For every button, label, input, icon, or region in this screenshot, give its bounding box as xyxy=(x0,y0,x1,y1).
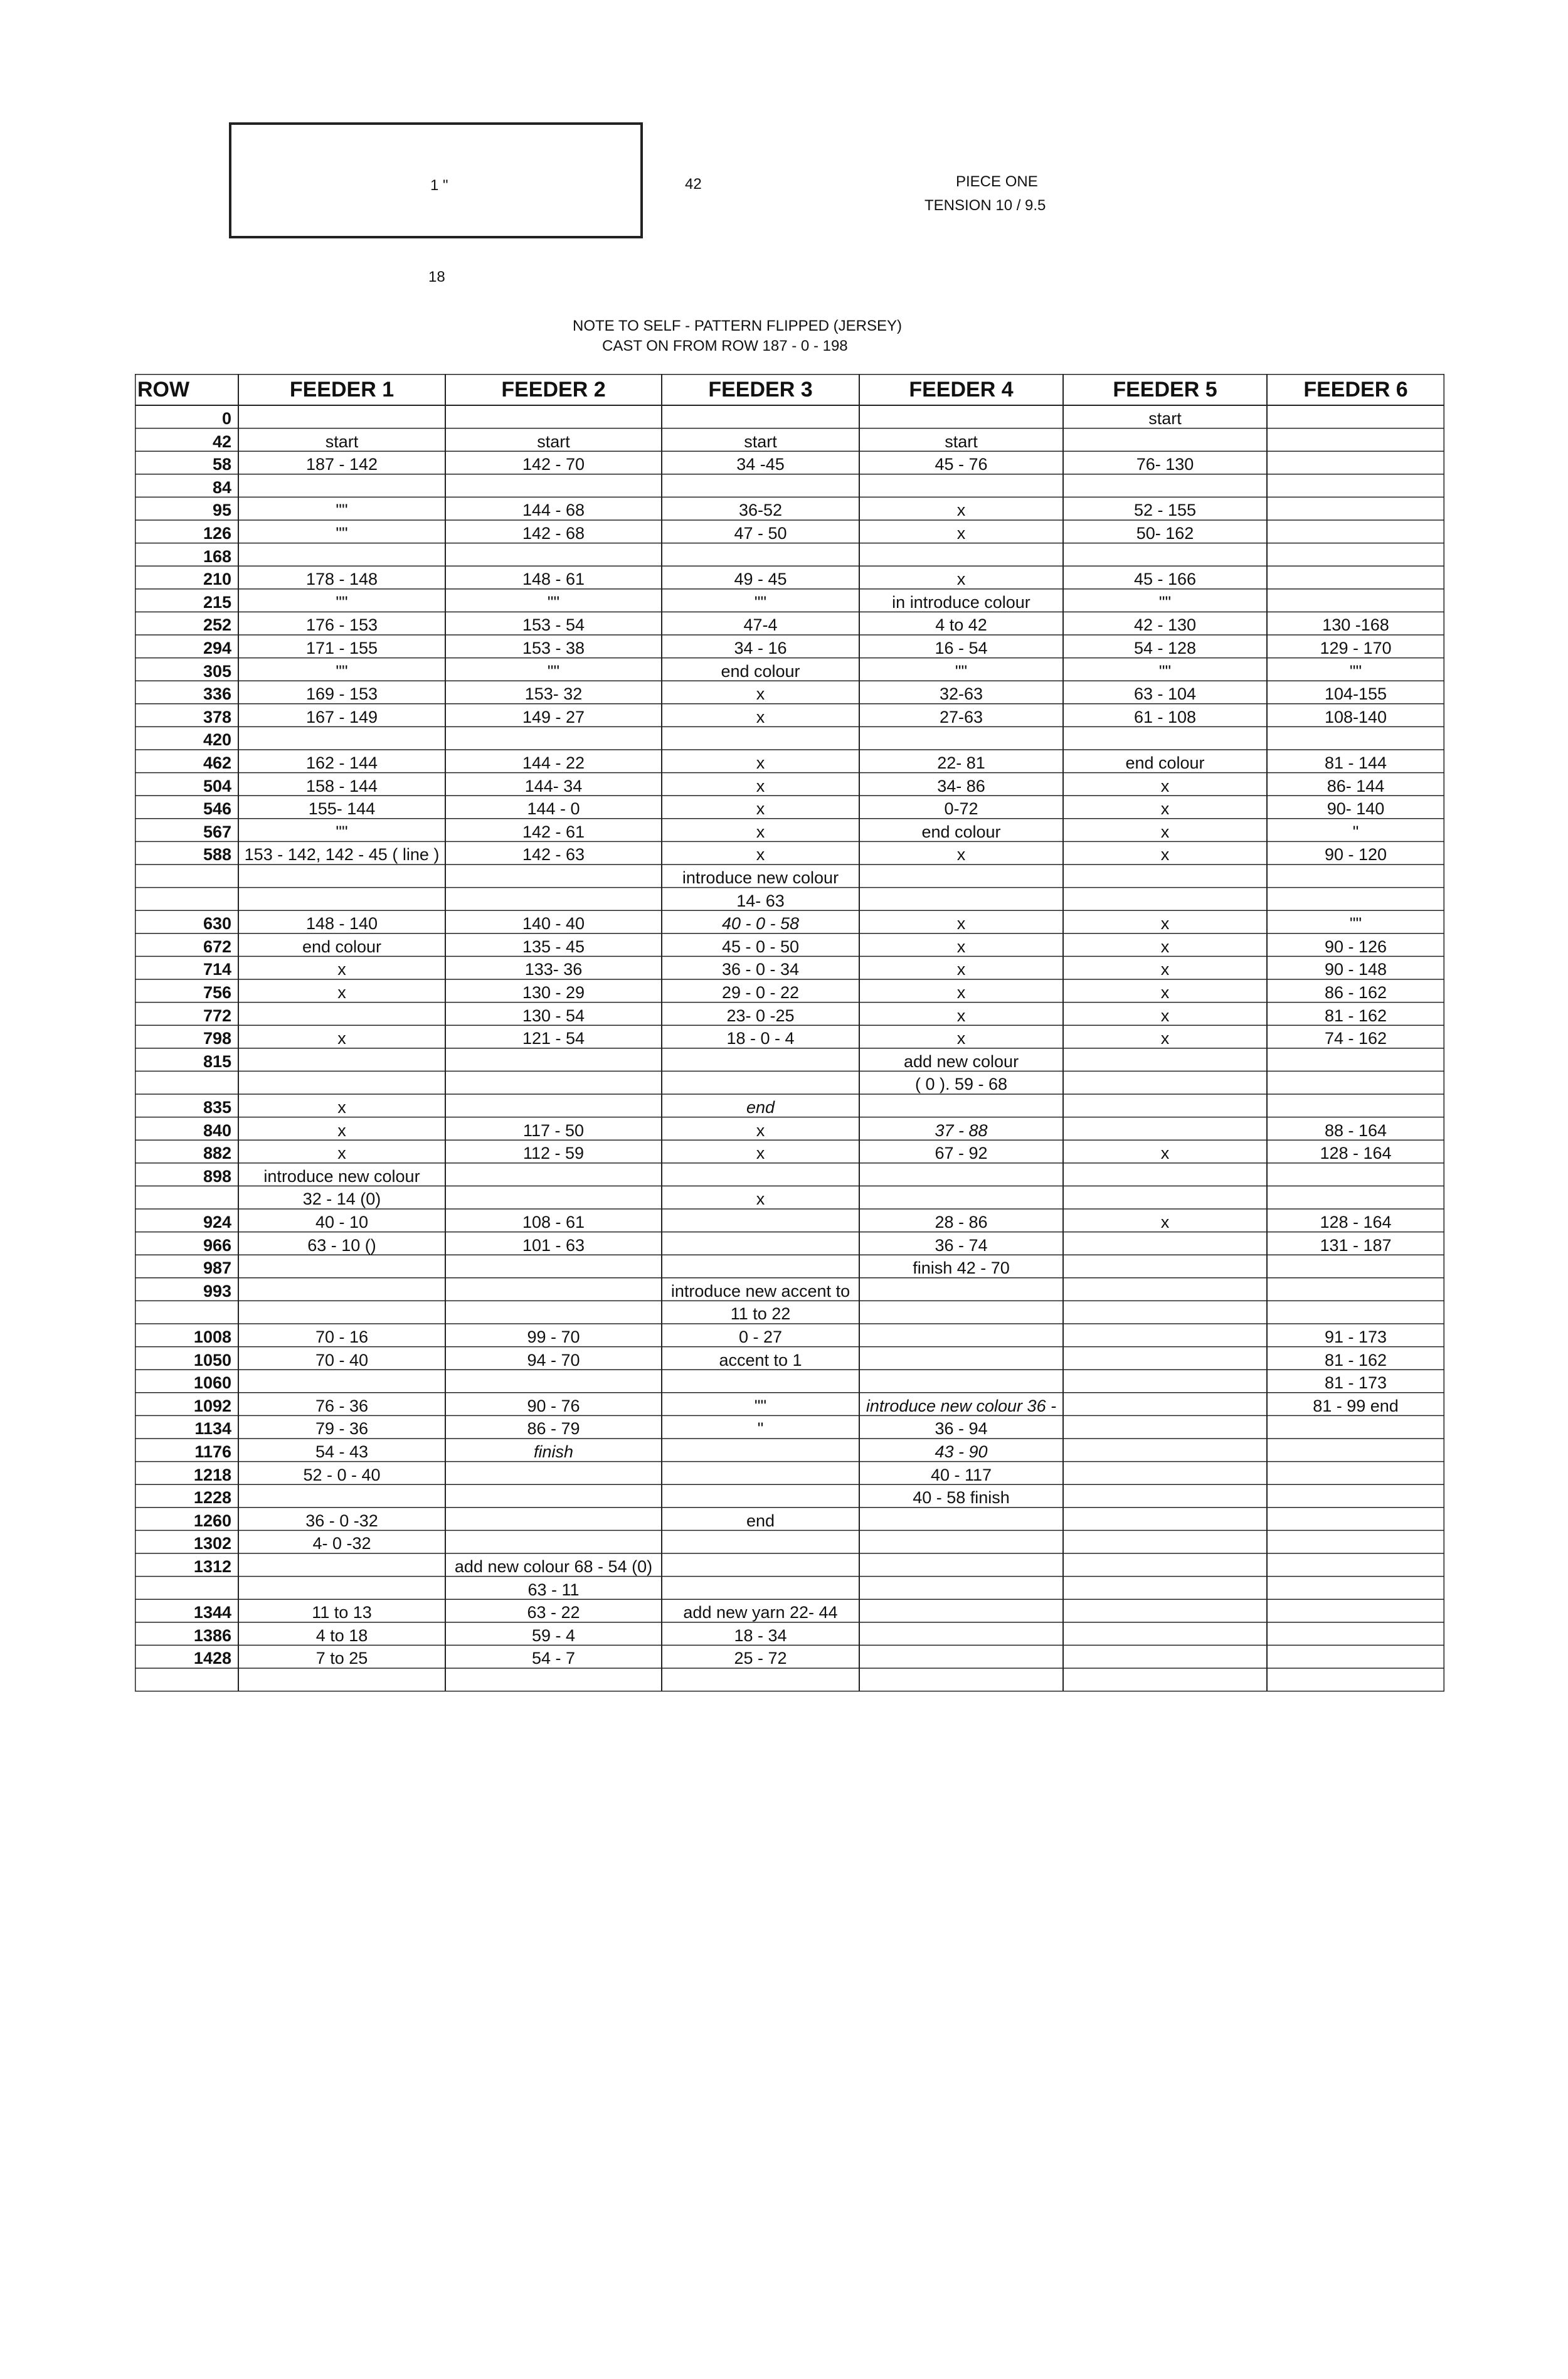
cell-feeder-5: x xyxy=(1160,845,1170,865)
cell-feeder-4: x xyxy=(956,845,966,865)
cell-feeder-6: 128 - 164 xyxy=(1320,1213,1392,1232)
cell-feeder-5: 42 - 130 xyxy=(1133,615,1197,635)
cell-feeder-5: x xyxy=(1160,799,1170,819)
cell-feeder-3: 0 - 27 xyxy=(738,1328,783,1346)
row-number: 772 xyxy=(203,1006,231,1025)
row-number: 966 xyxy=(203,1235,231,1255)
cell-feeder-6: 129 - 170 xyxy=(1320,639,1392,657)
cell-feeder-4: start xyxy=(945,432,978,451)
cell-feeder-1: start xyxy=(325,432,359,451)
cell-feeder-5: x xyxy=(1160,1006,1170,1025)
cell-feeder-2: 99 - 70 xyxy=(527,1328,580,1346)
cell-feeder-2: add new colour 68 - 54 (0) xyxy=(454,1557,653,1576)
header-number-42: 42 xyxy=(685,176,702,193)
cell-feeder-4: 0-72 xyxy=(944,799,978,819)
cell-feeder-2: 142 - 70 xyxy=(522,455,585,474)
cell-feeder-6: 130 -168 xyxy=(1322,615,1389,635)
note-line-1: NOTE TO SELF - PATTERN FLIPPED (JERSEY) xyxy=(573,317,902,334)
cell-feeder-2: 90 - 76 xyxy=(527,1396,580,1415)
cell-feeder-5: "" xyxy=(1158,592,1172,612)
cell-feeder-4: 34- 86 xyxy=(937,776,985,796)
cell-feeder-3: 36 - 0 - 34 xyxy=(721,960,800,979)
cell-feeder-1: 63 - 10 () xyxy=(307,1235,376,1255)
cell-feeder-2: 144 - 0 xyxy=(527,799,580,819)
cell-feeder-2: 142 - 61 xyxy=(522,822,585,841)
cell-feeder-5: x xyxy=(1160,914,1170,934)
cell-feeder-5: start xyxy=(1148,409,1182,428)
row-number: 462 xyxy=(203,753,231,772)
cell-feeder-6: 81 - 173 xyxy=(1324,1373,1387,1393)
row-number: 1228 xyxy=(193,1488,231,1508)
row-number: 1344 xyxy=(193,1603,231,1622)
cell-feeder-5: 76- 130 xyxy=(1136,455,1194,474)
box-label: 1 " xyxy=(430,177,448,194)
cell-feeder-2: 153- 32 xyxy=(524,684,583,704)
cell-feeder-3: end xyxy=(746,1098,775,1117)
cell-feeder-4: x xyxy=(956,960,966,979)
cell-feeder-6: 90- 140 xyxy=(1327,799,1385,819)
cell-feeder-3: x xyxy=(756,707,765,726)
cell-feeder-2: 144 - 22 xyxy=(522,753,585,772)
cell-feeder-1: 76 - 36 xyxy=(315,1396,369,1415)
cell-feeder-3: introduce new colour xyxy=(682,868,839,887)
row-number: 58 xyxy=(212,455,231,474)
cell-feeder-4: in introduce colour xyxy=(892,592,1030,612)
cell-feeder-2: start xyxy=(537,432,570,451)
cell-feeder-3: 18 - 0 - 4 xyxy=(726,1029,795,1048)
cell-feeder-4: 37 - 88 xyxy=(935,1120,988,1140)
col-header-row: ROW xyxy=(137,378,190,402)
cell-feeder-2: 108 - 61 xyxy=(522,1213,585,1232)
cell-feeder-1: 171 - 155 xyxy=(305,639,378,657)
cell-feeder-1: 148 - 140 xyxy=(305,914,378,934)
cell-feeder-4: x xyxy=(956,983,966,1002)
row-number: 1428 xyxy=(193,1649,231,1668)
cell-feeder-6: 104-155 xyxy=(1324,684,1387,704)
cell-feeder-1: end colour xyxy=(302,937,382,956)
cell-feeder-5: 61 - 108 xyxy=(1133,707,1197,726)
cell-feeder-4: 40 - 58 finish xyxy=(913,1488,1010,1508)
cell-feeder-4: introduce new colour 36 - xyxy=(866,1396,1057,1415)
cell-feeder-2: 149 - 27 xyxy=(522,707,585,726)
row-number: 840 xyxy=(203,1120,231,1140)
cell-feeder-4: 4 to 42 xyxy=(935,615,987,635)
cell-feeder-1: 4- 0 -32 xyxy=(312,1534,371,1553)
cell-feeder-3: start xyxy=(744,432,777,451)
cell-feeder-6: 88 - 164 xyxy=(1324,1120,1387,1140)
cell-feeder-3: x xyxy=(756,1120,765,1140)
cell-feeder-1: 40 - 10 xyxy=(315,1213,369,1232)
cell-feeder-4: 22- 81 xyxy=(937,753,985,772)
row-number: 420 xyxy=(203,730,231,750)
cell-feeder-3: 34 -45 xyxy=(736,455,785,474)
row-number: 1218 xyxy=(193,1465,231,1484)
row-number: 210 xyxy=(203,570,231,589)
cell-feeder-3: x xyxy=(756,1144,765,1163)
cell-feeder-3: x xyxy=(756,776,765,796)
row-number: 987 xyxy=(203,1259,231,1278)
cell-feeder-2: 142 - 63 xyxy=(522,845,585,865)
cell-feeder-6: 90 - 126 xyxy=(1324,937,1387,956)
cell-feeder-1: x xyxy=(337,1144,346,1163)
cell-feeder-2: 94 - 70 xyxy=(527,1350,580,1370)
cell-feeder-2: 117 - 50 xyxy=(522,1120,585,1140)
cell-feeder-6: 108-140 xyxy=(1324,707,1387,726)
cell-feeder-4: 43 - 90 xyxy=(935,1442,988,1461)
cell-feeder-1: x xyxy=(337,960,346,979)
cell-feeder-5: 54 - 128 xyxy=(1133,639,1197,657)
cell-feeder-1: introduce new colour xyxy=(263,1166,420,1186)
cell-feeder-4: end colour xyxy=(921,822,1001,841)
tension-label: TENSION 10 / 9.5 xyxy=(924,197,1046,214)
cell-feeder-3: 36-52 xyxy=(738,501,783,520)
cell-feeder-6: 128 - 164 xyxy=(1320,1144,1392,1163)
row-number: 1176 xyxy=(194,1442,231,1461)
cell-feeder-2: 153 - 54 xyxy=(522,615,585,635)
feeder-table xyxy=(135,374,1444,2296)
cell-feeder-3: x xyxy=(756,822,765,841)
row-number: 1008 xyxy=(193,1328,231,1346)
cell-feeder-5: x xyxy=(1160,983,1170,1002)
cell-feeder-3: 47-4 xyxy=(743,615,778,635)
col-header-feeder-5: FEEDER 5 xyxy=(1113,378,1217,402)
row-number: 1060 xyxy=(193,1373,231,1393)
row-number: 714 xyxy=(203,960,231,979)
cell-feeder-3: " xyxy=(757,1419,764,1439)
row-number: 252 xyxy=(203,615,231,635)
cell-feeder-1: 11 to 13 xyxy=(312,1603,372,1622)
row-number: 95 xyxy=(212,501,231,520)
cell-feeder-2: 121 - 54 xyxy=(522,1029,585,1048)
cell-feeder-4: 32-63 xyxy=(939,684,983,704)
cell-feeder-3: x xyxy=(756,1190,765,1209)
cell-feeder-4: 28 - 86 xyxy=(935,1213,988,1232)
row-number: 1134 xyxy=(194,1419,231,1439)
cell-feeder-4: x xyxy=(956,1029,966,1048)
cell-feeder-3: 47 - 50 xyxy=(734,524,787,543)
cell-feeder-3: 25 - 72 xyxy=(734,1649,787,1668)
cell-feeder-4: finish 42 - 70 xyxy=(913,1259,1010,1278)
col-header-feeder-2: FEEDER 2 xyxy=(501,378,606,402)
cell-feeder-1: 36 - 0 -32 xyxy=(305,1511,378,1530)
cell-feeder-1: 52 - 0 - 40 xyxy=(303,1465,381,1484)
col-header-feeder-1: FEEDER 1 xyxy=(289,378,395,402)
cell-feeder-1: "" xyxy=(336,592,348,612)
cell-feeder-6: 81 - 144 xyxy=(1324,753,1387,772)
cell-feeder-5: x xyxy=(1160,776,1170,796)
row-number: 898 xyxy=(203,1166,231,1186)
cell-feeder-4: x xyxy=(956,914,966,934)
cell-feeder-3: 40 - 0 - 58 xyxy=(721,914,800,934)
row-number: 1260 xyxy=(193,1511,231,1530)
row-number: 756 xyxy=(203,983,231,1002)
header-number-18: 18 xyxy=(428,269,445,285)
cell-feeder-6: 86 - 162 xyxy=(1324,983,1387,1002)
cell-feeder-5: end colour xyxy=(1125,753,1205,772)
cell-feeder-2: 148 - 61 xyxy=(522,570,585,589)
cell-feeder-4: 40 - 117 xyxy=(930,1465,992,1484)
cell-feeder-4: 36 - 74 xyxy=(935,1235,988,1255)
cell-feeder-4: 36 - 94 xyxy=(935,1419,988,1439)
row-number: 546 xyxy=(203,799,231,819)
cell-feeder-5: x xyxy=(1160,1029,1170,1048)
cell-feeder-1: 155- 144 xyxy=(308,799,376,819)
cell-feeder-1: 70 - 16 xyxy=(315,1328,369,1346)
cell-feeder-1: 176 - 153 xyxy=(305,615,378,635)
row-number: 1302 xyxy=(193,1534,231,1553)
cell-feeder-2: 63 - 22 xyxy=(527,1603,580,1622)
cell-feeder-3: "" xyxy=(754,1396,767,1415)
row-number: 567 xyxy=(203,822,231,841)
cell-feeder-4: ( 0 ). 59 - 68 xyxy=(914,1075,1008,1094)
cell-feeder-4: x xyxy=(956,524,966,543)
row-number: 672 xyxy=(203,937,231,956)
cell-feeder-1: 7 to 25 xyxy=(315,1649,368,1668)
cell-feeder-2: 133- 36 xyxy=(524,960,583,979)
piece-label: PIECE ONE xyxy=(956,173,1038,190)
cell-feeder-4: x xyxy=(956,937,966,956)
col-header-feeder-6: FEEDER 6 xyxy=(1303,378,1408,402)
cell-feeder-1: x xyxy=(337,1098,346,1117)
cell-feeder-2: 101 - 63 xyxy=(522,1235,585,1255)
cell-feeder-4: 67 - 92 xyxy=(935,1144,988,1163)
cell-feeder-1: x xyxy=(337,1029,346,1048)
cell-feeder-2: 112 - 59 xyxy=(522,1144,585,1163)
row-number: 993 xyxy=(203,1281,231,1301)
cell-feeder-2: "" xyxy=(547,592,560,612)
row-number: 588 xyxy=(203,845,231,865)
cell-feeder-2: 153 - 38 xyxy=(522,639,585,657)
cell-feeder-4: 27-63 xyxy=(939,707,983,726)
cell-feeder-3: add new yarn 22- 44 xyxy=(683,1603,838,1622)
cell-feeder-3: introduce new accent to xyxy=(670,1281,850,1301)
cell-feeder-3: 29 - 0 - 22 xyxy=(721,983,800,1002)
cell-feeder-1: "" xyxy=(336,501,348,520)
cell-feeder-3: accent to 1 xyxy=(719,1350,802,1370)
cell-feeder-1: 178 - 148 xyxy=(305,570,378,589)
cell-feeder-1: 4 to 18 xyxy=(315,1626,368,1645)
cell-feeder-1: 153 - 142, 142 - 45 ( line ) xyxy=(244,845,440,865)
cell-feeder-4: "" xyxy=(955,661,968,681)
row-number: 336 xyxy=(203,684,231,704)
cell-feeder-1: 70 - 40 xyxy=(315,1350,369,1370)
cell-feeder-3: end xyxy=(746,1511,775,1530)
cell-feeder-2: 140 - 40 xyxy=(522,914,585,934)
cell-feeder-1: 54 - 43 xyxy=(315,1442,369,1461)
cell-feeder-1: 169 - 153 xyxy=(305,684,378,704)
cell-feeder-2: 142 - 68 xyxy=(522,524,585,543)
cell-feeder-6: 90 - 120 xyxy=(1324,845,1387,865)
row-number: 215 xyxy=(203,592,231,612)
cell-feeder-1: x xyxy=(337,1120,346,1140)
row-number: 378 xyxy=(203,707,231,726)
cell-feeder-4: x xyxy=(956,1006,966,1025)
row-number: 1386 xyxy=(193,1626,231,1645)
cell-feeder-3: 23- 0 -25 xyxy=(726,1006,795,1025)
cell-feeder-5: x xyxy=(1160,1144,1170,1163)
cell-feeder-2: 130 - 29 xyxy=(522,983,585,1002)
row-number: 815 xyxy=(203,1051,231,1071)
cell-feeder-1: 158 - 144 xyxy=(305,776,378,796)
cell-feeder-1: 162 - 144 xyxy=(305,753,378,772)
cell-feeder-3: x xyxy=(756,845,765,865)
cell-feeder-5: "" xyxy=(1158,661,1172,681)
cell-feeder-4: 45 - 76 xyxy=(935,455,988,474)
cell-feeder-3: "" xyxy=(754,592,767,612)
cell-feeder-1: 187 - 142 xyxy=(305,455,378,474)
cell-feeder-2: 144 - 68 xyxy=(522,501,585,520)
cell-feeder-5: 45 - 166 xyxy=(1133,570,1197,589)
cell-feeder-3: x xyxy=(756,799,765,819)
cell-feeder-4: x xyxy=(956,570,966,589)
row-number: 630 xyxy=(203,914,231,934)
cell-feeder-2: 63 - 11 xyxy=(527,1580,580,1599)
cell-feeder-3: 18 - 34 xyxy=(734,1626,787,1645)
cell-feeder-1: "" xyxy=(336,822,348,841)
cell-feeder-2: 86 - 79 xyxy=(527,1419,580,1439)
cell-feeder-5: 52 - 155 xyxy=(1133,501,1197,520)
cell-feeder-1: 79 - 36 xyxy=(315,1419,369,1439)
cell-feeder-2: 59 - 4 xyxy=(531,1626,576,1645)
note-line-2: CAST ON FROM ROW 187 - 0 - 198 xyxy=(602,338,848,354)
cell-feeder-6: "" xyxy=(1349,661,1362,681)
row-number: 882 xyxy=(203,1144,231,1163)
cell-feeder-5: 50- 162 xyxy=(1136,524,1194,543)
row-number: 84 xyxy=(212,477,231,497)
cell-feeder-3: 49 - 45 xyxy=(734,570,787,589)
cell-feeder-6: 81 - 162 xyxy=(1324,1006,1387,1025)
row-number: 798 xyxy=(203,1029,231,1048)
row-number: 168 xyxy=(203,546,231,566)
row-number: 126 xyxy=(203,524,231,543)
cell-feeder-4: 16 - 54 xyxy=(935,639,988,657)
cell-feeder-5: x xyxy=(1160,960,1170,979)
cell-feeder-2: 144- 34 xyxy=(524,776,583,796)
cell-feeder-1: "" xyxy=(336,524,348,543)
cell-feeder-6: 90 - 148 xyxy=(1324,960,1387,979)
cell-feeder-5: x xyxy=(1160,1213,1170,1232)
row-number: 294 xyxy=(203,639,231,657)
cell-feeder-6: 81 - 162 xyxy=(1324,1350,1387,1370)
cell-feeder-6: " xyxy=(1352,822,1359,841)
cell-feeder-5: x xyxy=(1160,937,1170,956)
cell-feeder-3: end colour xyxy=(721,661,800,681)
cell-feeder-3: 34 - 16 xyxy=(734,639,787,657)
cell-feeder-2: 54 - 7 xyxy=(531,1649,576,1668)
cell-feeder-5: 63 - 104 xyxy=(1133,684,1197,704)
cell-feeder-5: x xyxy=(1160,822,1170,841)
row-number: 42 xyxy=(212,432,231,451)
cell-feeder-2: 135 - 45 xyxy=(522,937,585,956)
col-header-feeder-4: FEEDER 4 xyxy=(909,378,1014,402)
cell-feeder-6: 81 - 99 end xyxy=(1313,1396,1399,1415)
cell-feeder-3: x xyxy=(756,684,765,704)
cell-feeder-1: x xyxy=(337,983,346,1002)
row-number: 1092 xyxy=(193,1396,231,1415)
row-number: 1312 xyxy=(193,1557,231,1576)
row-number: 835 xyxy=(203,1098,231,1117)
cell-feeder-1: "" xyxy=(336,661,348,681)
cell-feeder-1: 32 - 14 (0) xyxy=(302,1190,381,1209)
cell-feeder-3: 14- 63 xyxy=(736,891,785,910)
row-number: 0 xyxy=(221,409,231,428)
row-number: 504 xyxy=(203,776,231,796)
row-number: 305 xyxy=(203,661,231,681)
cell-feeder-2: "" xyxy=(547,661,560,681)
cell-feeder-3: x xyxy=(756,753,765,772)
cell-feeder-6: 86- 144 xyxy=(1327,776,1385,796)
cell-feeder-6: "" xyxy=(1349,914,1362,934)
cell-feeder-1: 167 - 149 xyxy=(305,707,378,726)
cell-feeder-6: 74 - 162 xyxy=(1324,1029,1387,1048)
cell-feeder-4: x xyxy=(956,501,966,520)
col-header-feeder-3: FEEDER 3 xyxy=(708,378,813,402)
cell-feeder-6: 91 - 173 xyxy=(1324,1328,1387,1346)
cell-feeder-6: 131 - 187 xyxy=(1320,1235,1392,1255)
cell-feeder-2: 130 - 54 xyxy=(522,1006,585,1025)
cell-feeder-3: 11 to 22 xyxy=(730,1304,791,1324)
cell-feeder-4: add new colour xyxy=(903,1051,1019,1071)
cell-feeder-2: finish xyxy=(533,1442,574,1461)
cell-feeder-3: 45 - 0 - 50 xyxy=(721,937,800,956)
row-number: 1050 xyxy=(193,1350,231,1370)
row-number: 924 xyxy=(203,1213,231,1232)
